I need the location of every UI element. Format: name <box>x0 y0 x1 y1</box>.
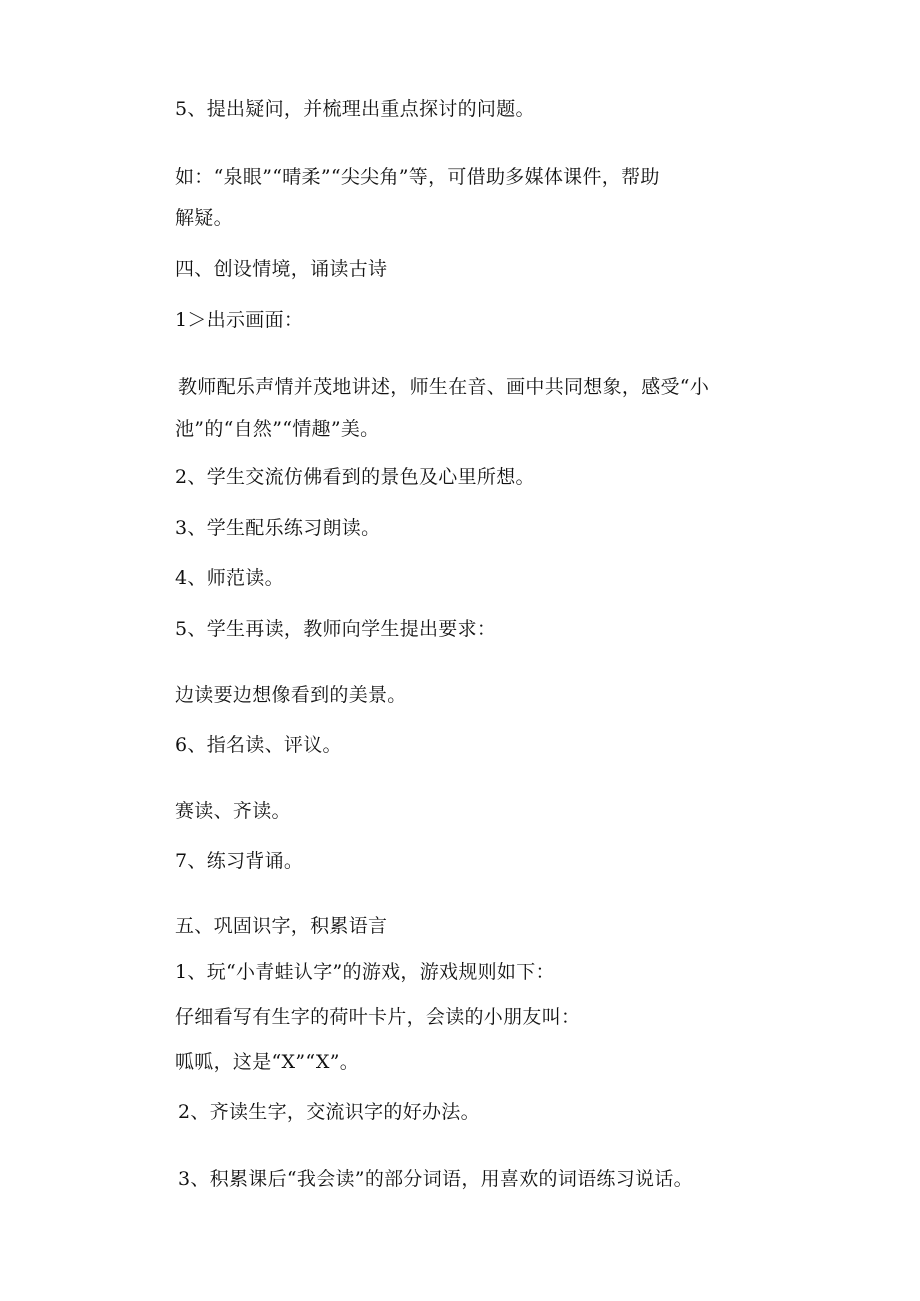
paragraph-example-terms-cont: 解疑。 <box>175 207 233 229</box>
paragraph-step-6: 6、指名读、评议。 <box>175 734 342 756</box>
paragraph-step-7: 7、练习背诵。 <box>175 850 304 872</box>
paragraph-teacher-narration-cont: 池”的“自然”“情趣”美。 <box>175 418 380 440</box>
paragraph-step-2-read-characters: 2、齐读生字，交流识字的好办法。 <box>178 1101 480 1123</box>
paragraph-step-5-questions: 5、提出疑问，并梳理出重点探讨的问题。 <box>175 98 535 120</box>
section-heading-4: 四、创设情境，诵读古诗 <box>175 258 388 280</box>
paragraph-step-3: 3、学生配乐练习朗读。 <box>175 517 381 539</box>
paragraph-step-3-vocabulary: 3、积累课后“我会读”的部分词语，用喜欢的词语练习说话。 <box>178 1168 693 1190</box>
paragraph-step-5-reread: 5、学生再读，教师向学生提出要求： <box>175 618 497 640</box>
paragraph-teacher-narration: 教师配乐声情并茂地讲述，师生在音、画中共同想象，感受“小 <box>178 376 710 398</box>
paragraph-read-and-imagine: 边读要边想像看到的美景。 <box>175 684 407 706</box>
section-heading-5: 五、巩固识字，积累语言 <box>175 915 388 937</box>
paragraph-step-2: 2、学生交流仿佛看到的景色及心里所想。 <box>175 466 535 488</box>
paragraph-example-terms: 如：“泉眼”“晴柔”“尖尖角”等，可借助多媒体课件，帮助 <box>175 166 660 188</box>
paragraph-compete-read: 赛读、齐读。 <box>175 800 291 822</box>
paragraph-frog-call: 呱呱，这是“X”“X”。 <box>175 1051 360 1073</box>
paragraph-step-1-show-picture: 1＞出示画面： <box>175 309 304 331</box>
paragraph-game-rules: 1、玩“小青蛙认字”的游戏，游戏规则如下： <box>175 961 555 983</box>
paragraph-step-4: 4、师范读。 <box>175 567 284 589</box>
paragraph-lotus-cards: 仔细看写有生字的荷叶卡片，会读的小朋友叫： <box>175 1006 581 1028</box>
